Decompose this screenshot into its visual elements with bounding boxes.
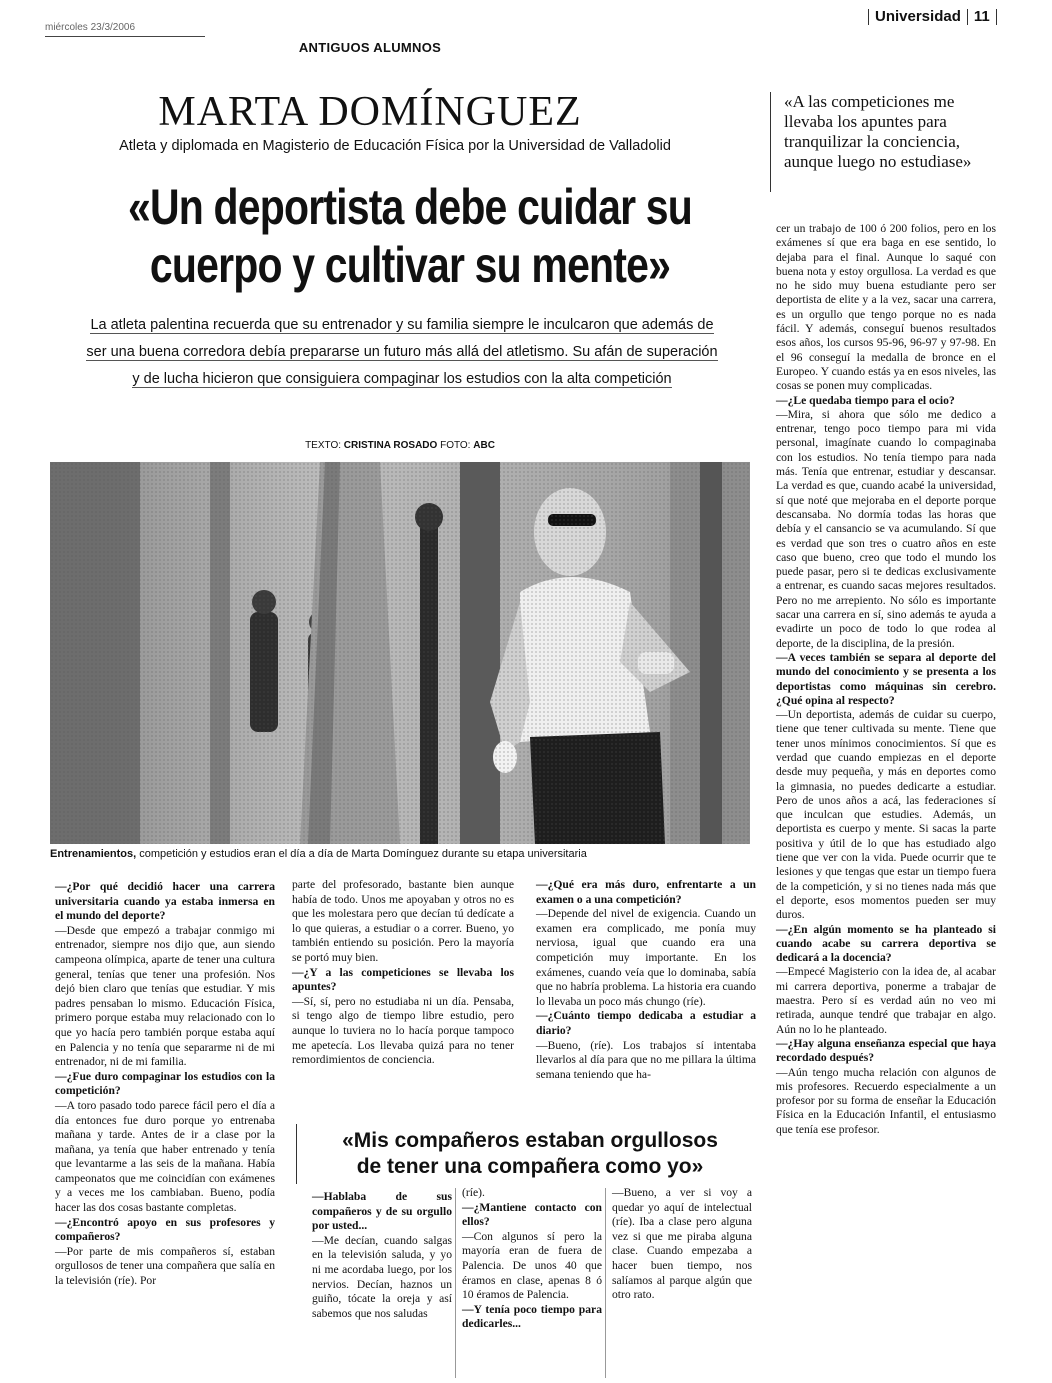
article-lead — [58, 312, 746, 393]
credit-photo-label: FOTO: — [440, 440, 471, 451]
answer: —Con algunos sí pero la mayoría eran de fuera de Palencia. De unos 40 que éramos en clase, apenas 8 ó 10 éramos de Palencia. — [462, 1229, 602, 1302]
date-line: miércoles 23/3/2006 — [45, 22, 136, 33]
article-headline — [123, 178, 697, 294]
section-header — [862, 8, 1003, 25]
article-photo — [50, 462, 750, 844]
credit-text-label: TEXTO: — [305, 440, 341, 451]
question: —¿Por qué decidió hacer una carrera universitaria cuando ya estaba inmersa en el mundo del deporte? — [55, 880, 275, 923]
divider — [967, 9, 968, 25]
answer: —Un deportista, además de cuidar su cuerpo, tiene que tener cultivada su mente. Tiene que tener unos mínimos conocimientos. Sí que es verdad que cuando empiezas en el deporte desde muy pequeña, y más en deportes como la gimnasia, no puedes dedicarte a estudiar. Pero de unos años a acá, las federaciones sí que inculcan que estudies. Además, un deportista es cuerpo y mente. Si sacas la parte positiva y útil de lo que has estudiado algo tiene que ver con la vida. Puede ocurrir que te lesiones y que tengas que estar un tiempo fuera de la competición, y si no tienes nada más que el deporte, esos momentos pueden ser muy duros. — [776, 708, 996, 922]
answer: (ríe). — [462, 1186, 485, 1199]
pull-quote-line-2: de tener una compañera como yo» — [356, 1155, 704, 1178]
headline-line-2: cuerpo y cultivar su mente» — [149, 237, 671, 293]
column-divider — [455, 1188, 456, 1378]
question: —Hablaba de sus compañeros y de su orgullo por usted... — [312, 1190, 452, 1233]
section-kicker: ANTIGUOS ALUMNOS — [298, 40, 442, 55]
answer: —Desde que empezó a trabajar conmigo mi entrenador, siempre nos dijo que, aun siendo campeona olímpica, aparte de tener una cultura general, tenías que tener una profesión. Nos dejó bien claro que tenías que estudiar. Y mis padres pensaban lo mismo. Educación Física, primero porque estaba muy relacionado con lo que yo hacía pero también porque estaba aquí en Palencia y no tenía que separarme ni de mi entrenador, ni de mi familia. — [55, 923, 275, 1069]
answer: —Depende del nivel de exigencia. Cuando un examen era complicado, me ponía muy nerviosa, igual que cuando era una competición muy importante. En los exámenes, cuando veía que lo dominaba, sabía que no habría problema. La historia era cuando lo llevaba un poco más chungo (ríe). — [536, 907, 756, 1008]
question: —¿Hay alguna enseñanza especial que haya recordado después? — [776, 1036, 996, 1065]
answer: —Aún tengo mucha relación con algunos de mis profesores. Recuerdo especialmente a un profesor por su forma de enseñar la Educación Física en la Educación Infantil, el entusiasmo que tenía ese profesor. — [776, 1065, 996, 1136]
question: —¿Mantiene contacto con ellos? — [462, 1200, 602, 1229]
text-column-2 — [292, 878, 514, 1068]
answer: —Bueno, (ríe). Los trabajos sí intentaba llevarlos al día para que no me pillara la última semana teniendo que ha- — [536, 1038, 756, 1081]
caption-text: competición y estudios eran el día a día de Marta Domínguez durante su etapa universitaria — [136, 848, 587, 860]
question: —¿En algún momento se ha planteado si cuando acabe su carrera deportiva se dedicará a la docencia? — [776, 922, 996, 965]
question: —Y tenía poco tiempo para dedicarles... — [462, 1302, 602, 1331]
pull-quote-line-1: «Mis compañeros estaban orgullosos — [342, 1129, 718, 1152]
question: —¿Y a las competiciones se llevaba los apuntes? — [292, 965, 514, 994]
headline-line-1: «Un deportista debe cuidar su — [127, 179, 693, 235]
sidebar-column-2 — [462, 1186, 602, 1332]
highlight-quote: «A las competiciones me llevaba los apuntes para tranquilizar la conciencia, aunque luego no estudiase» — [784, 92, 972, 171]
answer: parte del profesorado, bastante bien aunque había de todo. Unos me apoyaban y otros no es que les molestara pero que decían tú dedícate a lo que quieras, a estudiar o a correr. Bueno, yo también entiendo su posición. Pero la mayoría se portó muy bien. — [292, 878, 514, 964]
question: —¿Qué era más duro, enfrentarte a un examen o a una competición? — [536, 878, 756, 906]
top-rule — [45, 36, 205, 37]
pull-quote-rule — [296, 1124, 297, 1184]
answer: —Sí, sí, pero no estudiaba ni un día. Pensaba, si tengo algo de tiempo libre estudio, pero aunque lo tuviera no lo hacía porque tampoco me apetecía. Los llevaba quizá para no tener remordimientos de conciencia. — [292, 994, 514, 1067]
question: —¿Fue duro compaginar los estudios con la competición? — [55, 1069, 275, 1098]
sidebar-column-1 — [312, 1190, 452, 1321]
lead-line-3: y de lucha hicieron que consiguiera compaginar los estudios con la alta competición — [132, 371, 672, 387]
sidebar-column-3 — [612, 1186, 752, 1303]
answer: —Empecé Magisterio con la idea de, al acabar mi carrera deportiva, ponerme a trabajar de maestra. Pero sí es verdad aún no veo mi retirada, aunque tendré que trabajar en algo. Aún no lo he planteado. — [776, 965, 996, 1036]
question: —¿Le quedaba tiempo para el ocio? — [776, 393, 955, 407]
credit-author: CRISTINA ROSADO — [343, 440, 438, 451]
article-subtitle: Atleta y diplomada en Magisterio de Educación Física por la Universidad de Valladolid — [119, 138, 671, 154]
photo-caption — [50, 848, 770, 860]
section-name: Universidad — [875, 8, 961, 25]
question: —¿Encontró apoyo en sus profesores y compañeros? — [55, 1215, 275, 1244]
text-column-1 — [55, 880, 275, 1289]
quote-rule — [770, 92, 771, 192]
answer: —A toro pasado todo parece fácil pero el día a día entonces fue duro porque yo entrenaba mañana y tarde. Antes de ir a clase por la mañana, ya tenía que haber entrenado y tenía que levantarme a las seis de la mañana. Había campeonatos que me coincidían con exámenes y a veces me los cambiaban. Bueno, podía hacer las dos cosas bastante completas. — [55, 1098, 275, 1215]
text-column-4 — [776, 222, 996, 1137]
answer: —Por parte de mis compañeros sí, estaban orgullosos de tener una compañera que salía en la televisión (ríe). Por — [55, 1244, 275, 1288]
question: —¿Cuánto tiempo dedicaba a estudiar a diario? — [536, 1009, 756, 1037]
byline — [0, 440, 800, 451]
page-number: 11 — [973, 8, 990, 25]
credit-photo: ABC — [473, 440, 495, 451]
lead-line-1: La atleta palentina recuerda que su entrenador y su familia siempre le inculcaron que además de — [90, 317, 714, 333]
lead-line-2: ser una buena corredora debía prepararse un futuro más allá del atletismo. Su afán de superación — [86, 344, 718, 360]
answer: —Bueno, a ver si voy a quedar yo aquí de intelectual (ríe). Iba a clase pero alguna vez si que me piraba alguna clase. Cuando empezaba a hacer buen tiempo, nos salíamos al parque algún que otro rato. — [612, 1186, 752, 1302]
divider — [996, 9, 997, 25]
runner-photo-illustration — [50, 462, 750, 844]
text-column-3 — [536, 878, 756, 1082]
divider — [868, 9, 869, 25]
column-divider — [605, 1188, 606, 1378]
article-name: MARTA DOMÍNGUEZ — [158, 89, 582, 135]
answer: —Me decían, cuando salgas en la televisión saluda, y yo ni me acordaba luego, por los nervios. Decían, haznos un guiño, tócate la oreja y así sabemos que nos saludas — [312, 1233, 452, 1320]
caption-lead: Entrenamientos, — [50, 848, 137, 860]
answer: —Mira, si ahora que sólo me dedico a entrenar, tengo poco tiempo para mi vida personal, imagínate cuando lo compaginaba con los estudios. No tenía tiempo para nada más. Tenía que entrenar, estudiar y descansar. La verdad es que, cuando acabé la universidad, sí que noté que mejoraba en el deporte porque descansaba. No dormía todas las horas que debía y el cansancio se va acumulando. Sí que es verdad que son tres o cuatro años en este caso que bueno, creo que todo el mundo los puede pasar, pero si te dedicas exclusivamente a entrenar, es cuando sacas mejores resultados. Pero no me arrepiento. No sólo es importante sacar una carrera en sí, sino además te ayuda a evadirte un poco de todo lo que rodea al deporte, de la disciplina, de la presión. — [776, 407, 996, 650]
answer: cer un trabajo de 100 ó 200 folios, pero en los exámenes sí que era baga en ese sentido, lo dejaba para el final. Aunque lo saqué con buena nota y estoy orgullosa. La verdad es que no he sido muy buena estudiante pero ser deportista de elite y a la vez, sacar una carrera, es un orgullo que tengo porque no es nada fácil. Y además, conseguí buenos resultados esos años, los cursos 95-96, 96-97 y 97-98. En el 96 conseguí la medalla de bronce en el Europeo. Y cuando estás ya en esos niveles, las cosas se ponen muy complicadas. — [776, 222, 996, 393]
question: —A veces también se separa al deporte del mundo del conocimiento y se presenta a los deportistas como máquinas sin cerebro. ¿Qué opina al respecto? — [776, 650, 996, 707]
pull-quote — [300, 1128, 760, 1180]
